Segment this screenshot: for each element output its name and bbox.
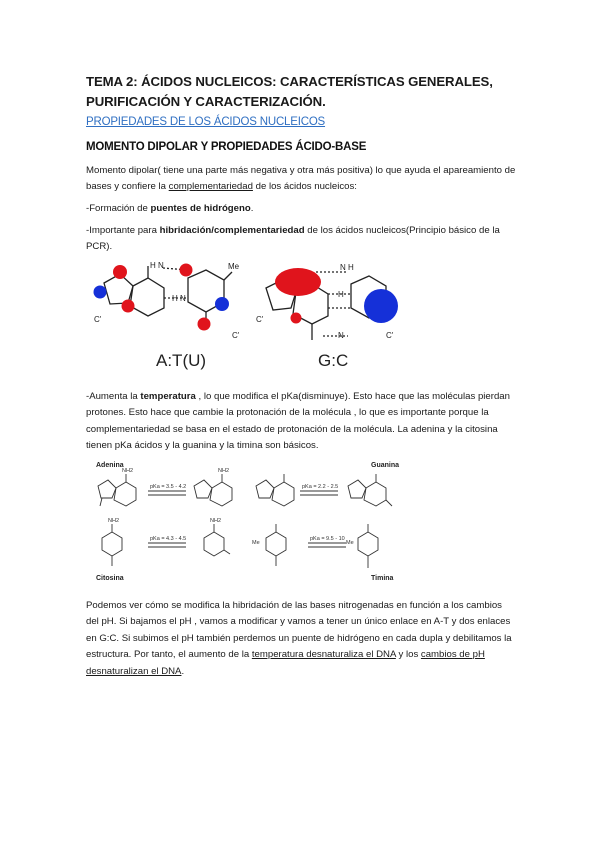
charge-blob-red	[180, 264, 193, 277]
p4-text-b: , lo que modifica el pKa(disminuye). Esto hace que las moléculas pierdan protones. Esto hace que cambie la protonación de la molécula , lo que es importante porque la complementariedad se basa en el estado de protonación de la molécula. La adenina y la citosina tienen pKa ácidos y la guanina y la timina son básicos.	[86, 391, 510, 452]
atom-h: H	[150, 261, 156, 270]
atom-nh2: NH2	[218, 468, 230, 474]
paragraph-puentes-hidrogeno	[86, 201, 516, 217]
label-adenina: Adenina	[96, 462, 124, 469]
atom-cprime: C'	[386, 331, 394, 340]
atom-nh2: NH2	[122, 468, 134, 474]
p5-text-b: y los	[395, 649, 421, 661]
charge-blob-red	[291, 313, 302, 324]
section-link-propiedades[interactable]: PROPIEDADES DE LOS ÁCIDOS NUCLEICOS	[86, 116, 326, 128]
p3-bold-hibridacion: hibridación/complementariedad	[159, 225, 305, 236]
label-citosina: Citosina	[96, 575, 124, 582]
p5-underlined-temperatura: temperatura desnaturaliza el DNA	[251, 649, 396, 661]
subheading-momento-dipolar: MOMENTO DIPOLAR Y PROPIEDADES ÁCIDO-BASE	[86, 141, 367, 153]
paragraph-momento-dipolar	[86, 163, 516, 196]
charge-blob-blue	[215, 297, 229, 311]
p3-text-b: de los ácidos nucleicos(Principio básico de la PCR).	[86, 225, 500, 253]
atom-h: H	[338, 290, 344, 299]
page-title: TEMA 2: ÁCIDOS NUCLEICOS: CARACTERÍSTICAS GENERALES, PURIFICACIÓN Y CARACTERIZACIÓN.	[86, 74, 493, 109]
atom-cprime: C'	[256, 315, 264, 324]
atom-nh2: NH2	[108, 518, 120, 524]
p4-bold-temperatura: temperatura	[140, 391, 196, 402]
atom-nh2: NH2	[210, 518, 222, 524]
protonation-figure	[86, 458, 416, 588]
p1-text-b: de los ácidos nucleicos:	[252, 181, 357, 193]
p4-text-a: -Aumenta la	[86, 391, 141, 402]
label-timina: Timina	[371, 575, 394, 582]
atom-h: H	[172, 294, 178, 303]
charge-blob-red	[113, 265, 127, 279]
atom-cprime: C'	[232, 331, 240, 340]
pka-adenina: pKa = 3.5 - 4.2	[150, 484, 187, 490]
charge-blob-red	[198, 318, 211, 331]
paragraph-ph	[86, 598, 516, 680]
pka-citosina: pKa = 4.3 - 4.5	[150, 536, 187, 542]
atom-n: N	[338, 331, 344, 340]
atom-me: Me	[252, 540, 260, 546]
atom-n: N	[340, 263, 346, 272]
atom-n: N	[180, 294, 186, 303]
p5-text-c: .	[181, 665, 185, 677]
paragraph-hibridacion	[86, 223, 516, 256]
atom-h: H	[348, 263, 354, 272]
p1-underlined-complementariedad: complementariedad	[168, 181, 253, 193]
p5-underlined-ph: cambios de pH desnaturalizan el DNA	[86, 649, 485, 677]
pka-guanina: pKa = 2.2 - 2.5	[302, 484, 339, 490]
atom-n: N	[158, 261, 164, 270]
charge-blob-blue	[364, 289, 398, 323]
pka-timina: pKa = 9.5 - 10	[310, 536, 345, 542]
paragraph-temperatura	[86, 389, 516, 455]
charge-blob-blue	[94, 286, 107, 299]
p2-text-b: .	[250, 203, 254, 214]
charge-blob-red	[122, 300, 135, 313]
p3-text-a: -Importante para	[86, 225, 160, 236]
p1-text-a: Momento dipolar( tiene una parte más negativa y otra más positiva) lo que ayuda el apareamiento de bases y confiere la	[86, 165, 516, 193]
p2-bold-puentes: puentes de hidrógeno	[150, 203, 251, 214]
atom-cprime: C'	[94, 315, 102, 324]
label-g-c: G:C	[318, 351, 349, 370]
base-pair-figure	[86, 258, 416, 373]
label-guanina: Guanina	[371, 462, 400, 469]
charge-blob-red	[275, 268, 321, 296]
atom-me: Me	[346, 540, 354, 546]
label-a-t-u: A:T(U)	[156, 351, 207, 370]
p5-text-a: Podemos ver cómo se modifica la hibridación de las bases nitrogenadas en función a los cambios del pH. Si bajamos el pH , vamos a modificar y vamos a tener un único enlace en A-T y dos enlaces en G:C. Si subimos el pH también perdemos un puente de hidrógeno en cada dupla y debilitamos la estructura. Por tanto, el aumento de la	[86, 600, 512, 661]
atom-me: Me	[228, 262, 240, 271]
p2-text-a: -Formación de	[86, 203, 151, 214]
